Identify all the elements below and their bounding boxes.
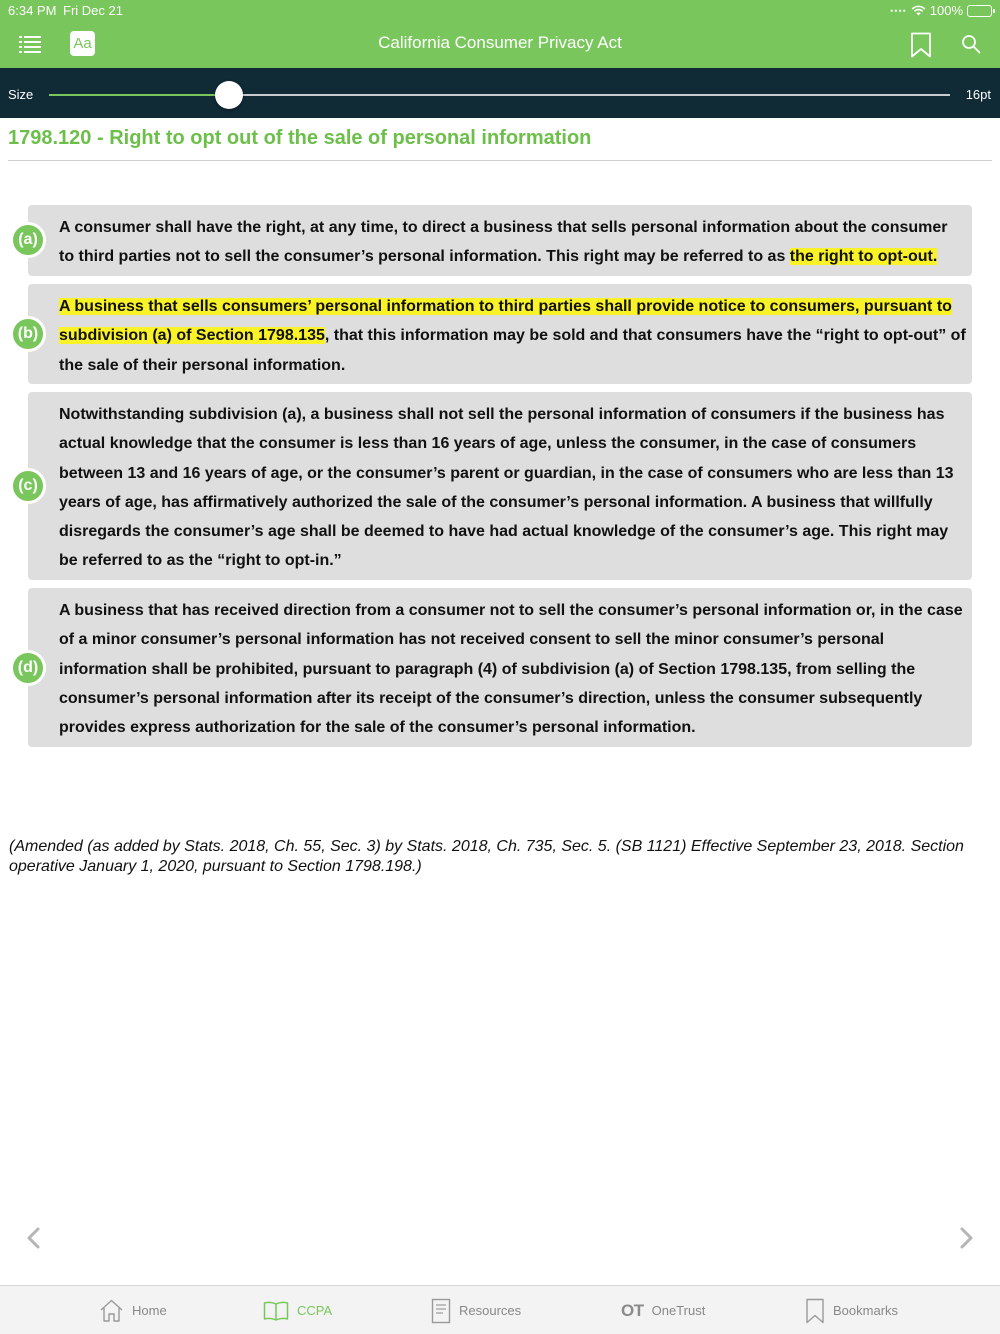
page-title: California Consumer Privacy Act — [378, 33, 622, 52]
tab-label: Resources — [459, 1303, 522, 1318]
size-slider-track[interactable] — [49, 94, 950, 96]
font-size-button[interactable]: Aa — [70, 31, 95, 56]
search-button[interactable] — [958, 31, 984, 57]
tab-label: OneTrust — [651, 1303, 706, 1318]
status-date: Fri Dec 21 — [63, 3, 123, 18]
onetrust-logo-icon: OT — [621, 1300, 644, 1320]
size-value: 16pt — [965, 87, 991, 102]
tab-label: Bookmarks — [833, 1303, 899, 1318]
size-slider-thumb[interactable] — [215, 81, 243, 109]
battery-percent: 100% — [929, 3, 963, 18]
book-icon — [263, 1300, 289, 1322]
tab-onetrust[interactable] — [621, 1286, 705, 1334]
battery-icon — [967, 5, 992, 17]
highlighted-segment: the right to opt-out. — [789, 248, 938, 266]
history-footnote: (Amended (as added by Stats. 2018, Ch. 55, Sec. 3) by Stats. 2018, Ch. 735, Sec. 5. (SB 1121) Effective September 23, 2018. Section operative January 1, 2020, pursuant to Section 1798.198.) — [9, 838, 964, 875]
bookmark-button[interactable] — [908, 31, 934, 59]
subdivision-text — [59, 292, 966, 380]
bookmark-icon — [910, 32, 932, 58]
tab-bookmarks[interactable] — [805, 1286, 898, 1334]
status-time: 6:34 PM — [8, 3, 57, 18]
subdivision-text — [59, 213, 966, 272]
subdivision-marker: (b) — [10, 316, 46, 352]
text-segment: Notwithstanding subdivision (a), a business shall not sell the personal information of consumers if the business has actual knowledge that the consumer is less than 16 years of age, unless the consumer, in the case of consumers between 13 and 16 years of age, or the consumer’s parent or guardian, in the case of consumers who are less than 13 years of age, has affirmatively authorized the sale of the consumer’s personal information. A business that willfully disregards the consumer’s age shall be deemed to have had actual knowledge of the consumer’s age. This right may be referred to as the “right to opt-in.” — [59, 406, 954, 570]
subdivision-marker: (a) — [10, 222, 46, 258]
divider — [8, 160, 992, 161]
size-slider-progress — [49, 94, 229, 96]
size-control-bar — [0, 68, 1000, 118]
subdivision-marker: (c) — [10, 468, 46, 504]
subdivision-marker: (d) — [10, 650, 46, 686]
text-segment: A consumer shall have the right, at any time, to direct a business that sells personal information about the consumer to third parties not to sell the consumer’s personal information. This right may be referred to as — [59, 219, 948, 266]
next-section-button[interactable] — [955, 1226, 977, 1250]
bookmark-icon — [805, 1298, 825, 1324]
search-icon — [961, 34, 981, 54]
status-right-group — [890, 3, 992, 18]
status-bar — [0, 0, 1000, 22]
text-segment: A business that has received direction from a consumer not to sell the consumer’s personal information or, in the case of a minor consumer’s personal information has not received consent to sell the minor consumer’s personal information shall be prohibited, pursuant to paragraph (4) of subdivision (a) of Section 1798.135, from selling the consumer’s personal information after its receipt of the consumer’s direction, unless the consumer subsequently provides express authorization for the sale of the consumer’s personal information. — [59, 602, 963, 737]
top-navigation-bar — [0, 0, 1000, 68]
subdivision-card-a[interactable] — [18, 205, 972, 276]
bottom-tab-bar — [0, 1285, 1000, 1334]
previous-section-button[interactable] — [23, 1226, 45, 1250]
chevron-right-icon — [955, 1226, 977, 1250]
chevron-left-icon — [23, 1226, 45, 1250]
section-title: 1798.120 - Right to opt out of the sale of personal information — [8, 127, 592, 149]
subdivision-card-c[interactable] — [18, 392, 972, 580]
document-icon — [431, 1298, 451, 1324]
subdivision-card-b[interactable] — [17, 284, 972, 384]
highlighted-segment: A business that sells consumers’ personal information to third parties shall provide notice to consumers, pursuant to subdivision (a) of Section 1798.135 — [59, 298, 952, 345]
subdivision-card-d[interactable] — [17, 588, 972, 747]
signal-dots-icon: •••• — [890, 5, 907, 16]
tab-label: Home — [132, 1303, 167, 1318]
tab-ccpa[interactable] — [263, 1286, 332, 1334]
subdivision-text — [59, 400, 966, 576]
tab-home[interactable] — [99, 1286, 167, 1334]
tab-resources[interactable] — [431, 1286, 521, 1334]
wifi-icon — [911, 5, 926, 16]
size-label: Size — [8, 87, 34, 102]
tab-label: CCPA — [297, 1303, 333, 1318]
text-segment: , that this information may be sold and that consumers have the “right to opt-out” of the sale of their personal information. — [59, 327, 966, 374]
home-icon — [99, 1298, 124, 1323]
subdivision-text — [59, 596, 966, 742]
